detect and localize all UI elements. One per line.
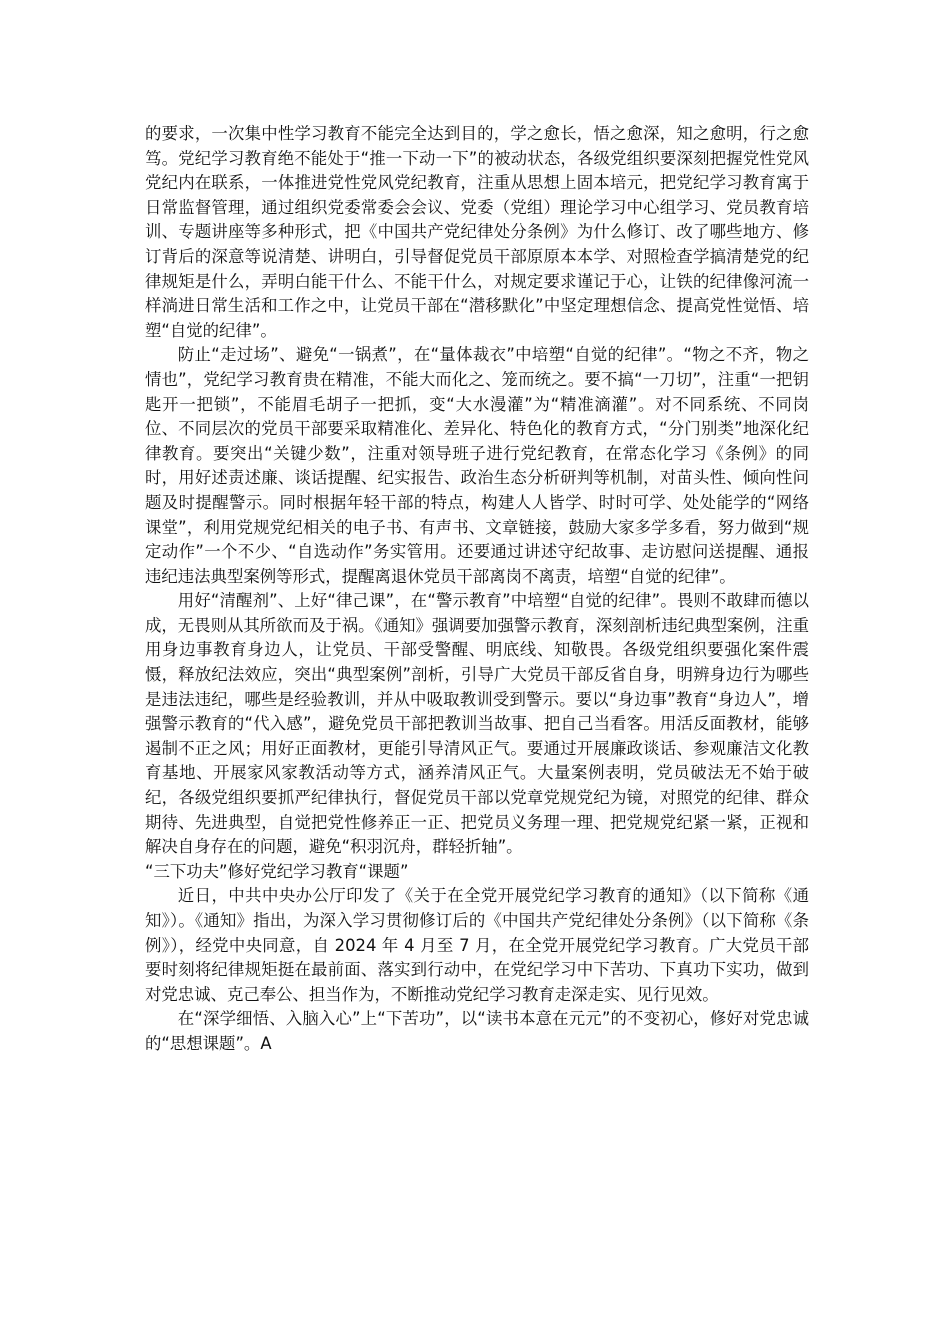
paragraph-continuation: 的要求，一次集中性学习教育不能完全达到目的，学之愈长，悟之愈深，知之愈明，行之愈笃。党纪学习教育绝不能处于“推一下动一下”的被动状态，各级党组织要深刻把握党性党风党纪内在联系，一体推进党性党风党纪教育，注重从思想上固本培元，把党纪学习教育寓于日常监督管理，通过组织党委常委会会议、党委（党组）理论学习中心组学习、党员教育培训、专题讲座等多种形式，把《中国共产党纪律处分条例》为什么修订、改了哪些地方、修订背后的深意等说清楚、讲明白，引导督促党员干部原原本本学、对照检查学搞清楚党的纪律规矩是什么，弄明白能干什么、不能干什么，对规定要求谨记于心，让铁的纪律像河流一样淌进日常生活和工作之中，让党员干部在“潜移默化”中坚定理想信念、提高党性觉悟、培塑“自觉的纪律”。 (145, 124, 809, 340)
paragraph-deep-study: 在“深学细悟、入脑入心”上“下苦功”，以“读书本意在元元”的不变初心，修好对党忠诚的“思想课题”。A (145, 1009, 809, 1053)
document-body (145, 122, 809, 1057)
paragraph-notice-intro: 近日，中共中央办公厅印发了《关于在全党开展党纪学习教育的通知》（以下简称《通知》）。《通知》指出，为深入学习贯彻修订后的《中国共产党纪律处分条例》（以下简称《条例》），经党中央同意，自 2024 年 4 月至 7 月，在全党开展党纪学习教育。广大党员干部要时刻将纪律规矩挺在最前面、落实到行动中，在党纪学习中下苦功、下真功下实功，做到对党忠诚、克己奉公、担当作为，不断推动党纪学习教育走深走实、见行见效。 (145, 886, 809, 1004)
paragraph-precise-education: 防止“走过场”、避免“一锅煮”，在“量体裁衣”中培塑“自觉的纪律”。“物之不齐，物之情也”，党纪学习教育贵在精准，不能大而化之、笼而统之。要不搞“一刀切”，注重“一把钥匙开一把锁”，不能眉毛胡子一把抓，变“大水漫灌”为“精准滴灌”。对不同系统、不同岗位、不同层次的党员干部要采取精准化、差异化、特色化的教育方式，“分门别类”地深化纪律教育。要突出“关键少数”，注重对领导班子进行党纪教育，在常态化学习《条例》的同时，用好述责述廉、谈话提醒、纪实报告、政治生态分析研判等机制，对苗头性、倾向性问题及时提醒警示。同时根据年轻干部的特点，构建人人皆学、时时可学、处处能学的“网络课堂”，利用党规党纪相关的电子书、有声书、文章链接，鼓励大家多学多看，努力做到“规定动作”一个不少、“自选动作”务实管用。还要通过讲述守纪故事、走访慰问送提醒、通报违纪违法典型案例等形式，提醒离退休党员干部离岗不离责，培塑“自觉的纪律”。 (145, 345, 809, 586)
section-heading: “三下功夫”修好党纪学习教育“课题” (145, 861, 409, 881)
paragraph-warning-education: 用好“清醒剂”、上好“律己课”，在“警示教育”中培塑“自觉的纪律”。畏则不敢肆而德以成，无畏则从其所欲而及于祸。《通知》强调要加强警示教育，深刻剖析违纪典型案例，注重用身边事教育身边人，让党员、干部受警醒、明底线、知敬畏。各级党组织要强化案件震慑，释放纪法效应，突出“典型案例”剖析，引导广大党员干部反省自身，明辨身边行为哪些是违法违纪，哪些是经验教训，并从中吸取教训受到警示。要以“身边事”教育“身边人”，增强警示教育的“代入感”，避免党员干部把教训当故事、把自己当看客。用活反面教材，能够遏制不正之风；用好正面教材，更能引导清风正气。要通过开展廉政谈话、参观廉洁文化教育基地、开展家风家教活动等方式，涵养清风正气。大量案例表明，党员破法无不始于破纪，各级党组织要抓严纪律执行，督促党员干部以党章党规党纪为镜，对照党的纪律、群众期待、先进典型，自觉把党性修养正一正、把党员义务理一理、把党规党纪紧一紧，正视和解决自身存在的问题，避免“积羽沉舟，群轻折轴”。 (145, 591, 809, 857)
